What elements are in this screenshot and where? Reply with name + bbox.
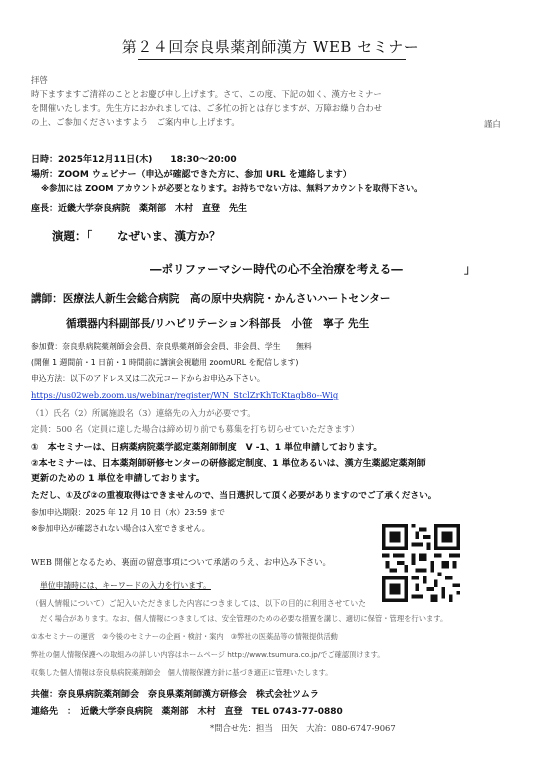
- greeting-opening: 拝啓: [31, 75, 48, 85]
- required-fields: （1）氏名（2）所属施設名（3）連絡先の入力が必要です。: [31, 408, 256, 418]
- registration-qr-code[interactable]: [382, 524, 460, 602]
- privacy-line-2: だく場合があります。なお、個人情報につきましては、安全管理のための必要な措置を講じ、適切に保管・管理を行います。: [40, 614, 448, 623]
- speaker-name: 循環器内科副部長/リハビリテーション科部長 小笹 寧子 先生: [66, 318, 370, 330]
- page-title: 第２４回奈良県薬剤師漢方 WEB セミナー: [121, 38, 420, 56]
- speaker-affiliation: 講師：医療法人新生会総合病院 高の原中央病院・かんさいハートセンター: [31, 293, 391, 305]
- privacy-policy-note: 弊社の個人情報保護への取組みの詳しい内容はホームページ http://www.tsumura.co.jp/でご確認頂けます。: [31, 650, 385, 659]
- credit-item-1: ① 本セミナーは、日病薬病院薬学認定薬剤師制度 V -1、1 単位申請しております。: [31, 443, 383, 453]
- contact-info: 連絡先 ： 近畿大学奈良病院 薬剤部 木村 直登 TEL 0743-77-0880: [31, 707, 343, 717]
- greeting-line-1: 時下ますますご清祥のこととお慶び申し上げます。さて、この度、下記の如く、漢方セミナー: [31, 89, 382, 99]
- greeting-closing: 謹白: [484, 119, 501, 129]
- application-deadline: 参加申込期限：2025 年 12 月 10 日（水）23:59 まで: [31, 508, 225, 517]
- web-notice: WEB 開催となるため、裏面の留意事項について承諾のうえ、お申込み下さい。: [31, 557, 331, 567]
- privacy-management-note: 収集した個人情報は奈良県病院薬剤師会 個人情報保護方針に基づき適正に管理いたします。: [31, 668, 333, 677]
- registration-link[interactable]: https://us02web.zoom.us/webinar/register/WN_StclZrKhTcKtagb8o--Wig: [31, 390, 339, 400]
- lecture-close-bracket: 」: [464, 262, 476, 276]
- zoom-account-note: ※参加には ZOOM アカウントが必要となります。お持ちでない方は、無料アカウントを取得下さい。: [41, 183, 423, 193]
- privacy-purposes: ①本セミナーの運営 ②今後のセミナーの企画・検討・案内 ③弊社の医薬品等の情報提供活動: [31, 632, 338, 641]
- greeting-line-2: を開催いたします。先生方におかれましては、ご多忙の折とは存じますが、万障お繰り合わせ: [31, 103, 383, 113]
- unconfirmed-entry-note: ※参加申込が確認されない場合は入室できません。: [31, 524, 210, 533]
- credit-duplicate-note: ただし、①及び②の重複取得はできませんので、当日選択して頂く必要がありますのでご了承ください。: [31, 491, 437, 501]
- lecture-label: 演題：「: [52, 229, 93, 243]
- privacy-heading: （個人情報について）ご記入いただきました内容につきましては、以下の目的に利用させていた: [31, 599, 366, 608]
- lecture-subtitle: ―ポリファーマシー時代の心不全治療を考える―: [150, 262, 403, 276]
- keyword-notice: 単位申請時には、キーワードの入力を行います。: [40, 581, 211, 590]
- url-delivery-note: (開催 1 週間前・1 日前・1 時間前に講演会視聴用 zoomURL を配信します): [31, 358, 299, 367]
- co-hosts: 共催：奈良県病院薬剤師会 奈良県薬剤師漢方研修会 株式会社ツムラ: [31, 690, 319, 700]
- greeting-line-3: の上、ご参加くださいますよう ご案内申し上げます。: [31, 117, 240, 127]
- credit-item-2-line-1: ②本セミナーは、日本薬剤師研修センターの研修認定制度、1 単位あるいは、漢方生薬認定薬剤師: [31, 459, 426, 469]
- title-underline: [138, 59, 406, 60]
- inquiry-contact: *問合せ先：担当 田矢 大冶：080-6747-9067: [210, 723, 396, 733]
- application-method: 申込方法：以下のアドレス又は二次元コードからお申込み下さい。: [31, 374, 265, 383]
- capacity-note: 定員：500 名（定員に達した場合は締め切り前でも募集を打ち切らせていただきます）: [31, 424, 360, 434]
- chair-person: 座長：近畿大学奈良病院 薬剤部 木村 直登 先生: [31, 204, 248, 214]
- event-datetime: 日時：2025年12月11日(木) 18:30～20:00: [31, 155, 237, 165]
- event-venue: 場所：ZOOM ウェビナー（申込が確認できた方に、参加 URL を連絡します）: [31, 170, 352, 180]
- lecture-title: なぜいま、漢方か？: [117, 229, 221, 243]
- participation-fee: 参加費：奈良県病院薬剤師会会員、奈良県薬剤師会会員、非会員、学生 無料: [31, 342, 312, 351]
- credit-item-2-line-2: 更新のための 1 単位を申請しております。: [31, 474, 205, 484]
